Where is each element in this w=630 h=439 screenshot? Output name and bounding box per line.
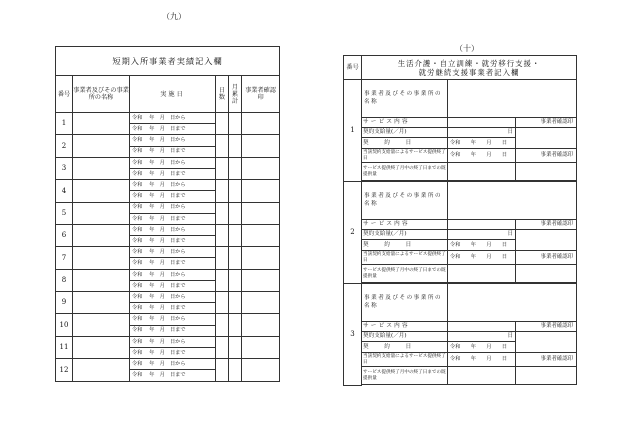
date-from-cell[interactable]: 令和 年 月 日から bbox=[130, 180, 216, 191]
date-from-cell[interactable]: 令和 年 月 日から bbox=[130, 247, 216, 258]
days-cell[interactable] bbox=[216, 135, 229, 157]
confirm-label: 事業者確認印 bbox=[516, 251, 577, 265]
provider-label: 事業者及びその事業所の名称 bbox=[362, 284, 448, 322]
cumulative-cell[interactable] bbox=[229, 269, 242, 291]
table-row bbox=[344, 118, 577, 128]
provider-cell[interactable] bbox=[73, 314, 130, 336]
date-from-cell[interactable]: 令和 年 月 日から bbox=[130, 202, 216, 213]
provider-label: 事業者及びその事業所の名称 bbox=[362, 182, 448, 220]
table-row bbox=[56, 269, 280, 280]
confirm-cell[interactable] bbox=[242, 336, 280, 358]
row-number: 5 bbox=[56, 202, 73, 224]
block-number: 1 bbox=[344, 80, 362, 182]
cumulative-cell[interactable] bbox=[229, 314, 242, 336]
contract-date-label: 契 約 日 bbox=[362, 138, 448, 149]
confirm-cell[interactable] bbox=[242, 224, 280, 246]
confirm-stamp-cell[interactable] bbox=[516, 367, 577, 385]
right-page-number: （十） bbox=[455, 44, 479, 53]
used-amount-value[interactable] bbox=[448, 265, 516, 283]
date-to-cell[interactable]: 令和 年 月 日まで bbox=[130, 325, 216, 336]
provider-label: 事業者及びその事業所の名称 bbox=[362, 80, 448, 118]
contract-date-label: 契 約 日 bbox=[362, 240, 448, 251]
short-stay-record-table bbox=[55, 46, 280, 382]
provider-value[interactable] bbox=[448, 182, 577, 220]
row-number: 7 bbox=[56, 247, 73, 269]
table-row bbox=[344, 284, 577, 322]
table-row-spacer bbox=[344, 385, 577, 386]
service-label: サービス内容 bbox=[362, 322, 448, 332]
header-cumulative: 月累計 bbox=[229, 76, 242, 113]
cumulative-cell[interactable] bbox=[229, 247, 242, 269]
header-days: 日数 bbox=[216, 76, 229, 113]
end-date-value[interactable]: 令和 年 月 日 bbox=[448, 149, 516, 163]
date-to-cell[interactable]: 令和 年 月 日まで bbox=[130, 347, 216, 358]
header-provider: 事業者及びその事業所の名称 bbox=[73, 76, 130, 113]
table-row bbox=[344, 353, 577, 367]
table-row bbox=[344, 182, 577, 220]
cumulative-cell[interactable] bbox=[229, 336, 242, 358]
confirm-cell[interactable] bbox=[242, 359, 280, 381]
days-cell[interactable] bbox=[216, 292, 229, 314]
confirm-cell[interactable] bbox=[242, 113, 280, 135]
row-number: 4 bbox=[56, 180, 73, 202]
header-confirm: 事業者確認印 bbox=[242, 76, 280, 113]
provider-value[interactable] bbox=[448, 284, 577, 322]
end-date-label: 当該契約支給量によるサービス提供終了日 bbox=[363, 150, 446, 161]
cumulative-cell[interactable] bbox=[229, 202, 242, 224]
service-value[interactable] bbox=[448, 220, 516, 230]
row-number: 12 bbox=[56, 359, 73, 381]
confirm-cell[interactable] bbox=[242, 202, 280, 224]
table-row bbox=[56, 292, 280, 303]
date-from-cell[interactable]: 令和 年 月 日から bbox=[130, 135, 216, 146]
confirm-stamp-cell[interactable] bbox=[516, 230, 577, 251]
date-to-cell[interactable]: 令和 年 月 日まで bbox=[130, 124, 216, 135]
date-to-cell[interactable]: 令和 年 月 日まで bbox=[130, 303, 216, 314]
used-amount-label: サービス提供終了月中の終了日までの既提供量 bbox=[362, 265, 448, 283]
date-to-cell[interactable]: 令和 年 月 日まで bbox=[130, 370, 216, 381]
confirm-stamp-cell[interactable] bbox=[516, 332, 577, 353]
service-value[interactable] bbox=[448, 322, 516, 332]
table-row bbox=[56, 135, 280, 146]
service-label: サービス内容 bbox=[362, 118, 448, 128]
confirm-cell[interactable] bbox=[242, 247, 280, 269]
right-title-line1: 生活介護・自立訓練・就労移行支援・ bbox=[397, 58, 541, 68]
confirm-stamp-cell[interactable] bbox=[516, 128, 577, 149]
cumulative-cell[interactable] bbox=[229, 224, 242, 246]
contract-amount-label: 契約支給量(／月) bbox=[362, 230, 448, 240]
cumulative-cell[interactable] bbox=[229, 180, 242, 202]
table-row bbox=[344, 149, 577, 163]
table-row bbox=[56, 359, 280, 370]
days-cell[interactable] bbox=[216, 180, 229, 202]
row-number: 2 bbox=[56, 135, 73, 157]
left-page-number: （九） bbox=[162, 12, 186, 21]
end-date-label: 当該契約支給量によるサービス提供終了日 bbox=[363, 354, 446, 365]
contract-date-value[interactable]: 令和 年 月 日 bbox=[448, 138, 516, 149]
contract-date-value[interactable]: 令和 年 月 日 bbox=[448, 240, 516, 251]
provider-cell[interactable] bbox=[73, 336, 130, 358]
cumulative-cell[interactable] bbox=[229, 135, 242, 157]
date-to-cell[interactable]: 令和 年 月 日まで bbox=[130, 168, 216, 179]
provider-cell[interactable] bbox=[73, 202, 130, 224]
provider-cell[interactable] bbox=[73, 224, 130, 246]
date-to-cell[interactable]: 令和 年 月 日まで bbox=[130, 258, 216, 269]
table-row bbox=[56, 157, 280, 168]
table-row bbox=[344, 265, 577, 283]
contract-amount-label: 契約支給量(／月) bbox=[362, 128, 448, 138]
header-period: 実施日 bbox=[130, 76, 216, 113]
provider-cell[interactable] bbox=[73, 359, 130, 381]
provider-cell[interactable] bbox=[73, 292, 130, 314]
date-to-cell[interactable]: 令和 年 月 日まで bbox=[130, 213, 216, 224]
service-provider-record-table bbox=[343, 55, 577, 386]
date-to-cell[interactable]: 令和 年 月 日まで bbox=[130, 236, 216, 247]
service-value[interactable] bbox=[448, 118, 516, 128]
cumulative-cell[interactable] bbox=[229, 359, 242, 381]
end-date-value[interactable]: 令和 年 月 日 bbox=[448, 251, 516, 265]
days-cell[interactable] bbox=[216, 202, 229, 224]
contract-date-label: 契 約 日 bbox=[362, 342, 448, 353]
row-number: 6 bbox=[56, 224, 73, 246]
confirm-cell[interactable] bbox=[242, 314, 280, 336]
row-number: 11 bbox=[56, 336, 73, 358]
provider-cell[interactable] bbox=[73, 180, 130, 202]
table-row bbox=[344, 322, 577, 332]
contract-amount-value[interactable]: 日 bbox=[448, 230, 516, 240]
table-row bbox=[56, 180, 280, 191]
contract-amount-value[interactable]: 日 bbox=[448, 332, 516, 342]
provider-cell[interactable] bbox=[73, 247, 130, 269]
right-header-number: 番号 bbox=[344, 56, 362, 80]
confirm-label: 事業者確認印 bbox=[516, 118, 577, 128]
provider-value[interactable] bbox=[448, 80, 577, 118]
row-number: 1 bbox=[56, 113, 73, 135]
table-row bbox=[56, 247, 280, 258]
end-date-value[interactable]: 令和 年 月 日 bbox=[448, 353, 516, 367]
table-row bbox=[344, 367, 577, 385]
table-row bbox=[344, 220, 577, 230]
days-cell[interactable] bbox=[216, 157, 229, 179]
confirm-stamp-cell[interactable] bbox=[516, 265, 577, 283]
cumulative-cell[interactable] bbox=[229, 157, 242, 179]
used-amount-label: サービス提供終了月中の終了日までの既提供量 bbox=[362, 163, 448, 181]
provider-cell[interactable] bbox=[73, 157, 130, 179]
right-title-line2: 就労継続支援事業者記入欄 bbox=[418, 67, 520, 77]
spacer-cell bbox=[362, 385, 577, 386]
used-amount-value[interactable] bbox=[448, 367, 516, 385]
days-cell[interactable] bbox=[216, 247, 229, 269]
header-number: 番号 bbox=[56, 76, 73, 113]
cumulative-cell[interactable] bbox=[229, 292, 242, 314]
confirm-cell[interactable] bbox=[242, 157, 280, 179]
contract-date-value[interactable]: 令和 年 月 日 bbox=[448, 342, 516, 353]
confirm-label: 事業者確認印 bbox=[516, 353, 577, 367]
date-from-cell[interactable]: 令和 年 月 日から bbox=[130, 157, 216, 168]
date-from-cell[interactable]: 令和 年 月 日から bbox=[130, 314, 216, 325]
date-from-cell[interactable]: 令和 年 月 日から bbox=[130, 113, 216, 124]
table-row bbox=[344, 230, 577, 240]
confirm-stamp-cell[interactable] bbox=[516, 163, 577, 181]
provider-cell[interactable] bbox=[73, 113, 130, 135]
table-row bbox=[344, 251, 577, 265]
date-from-cell[interactable]: 令和 年 月 日から bbox=[130, 269, 216, 280]
block-number: 2 bbox=[344, 182, 362, 284]
confirm-cell[interactable] bbox=[242, 180, 280, 202]
end-date-label: 当該契約支給量によるサービス提供終了日 bbox=[363, 252, 446, 263]
cumulative-cell[interactable] bbox=[229, 113, 242, 135]
row-number: 9 bbox=[56, 292, 73, 314]
contract-amount-label: 契約支給量(／月) bbox=[362, 332, 448, 342]
table-row bbox=[56, 314, 280, 325]
confirm-label: 事業者確認印 bbox=[516, 220, 577, 230]
date-to-cell[interactable]: 令和 年 月 日まで bbox=[130, 191, 216, 202]
used-amount-label: サービス提供終了月中の終了日までの既提供量 bbox=[362, 367, 448, 385]
table-row bbox=[56, 224, 280, 235]
row-number: 8 bbox=[56, 269, 73, 291]
confirm-label: 事業者確認印 bbox=[516, 149, 577, 163]
table-row bbox=[56, 113, 280, 124]
date-from-cell[interactable]: 令和 年 月 日から bbox=[130, 359, 216, 370]
confirm-cell[interactable] bbox=[242, 135, 280, 157]
contract-amount-value[interactable]: 日 bbox=[448, 128, 516, 138]
confirm-label: 事業者確認印 bbox=[516, 322, 577, 332]
date-from-cell[interactable]: 令和 年 月 日から bbox=[130, 336, 216, 347]
table-row bbox=[344, 128, 577, 138]
provider-cell[interactable] bbox=[73, 135, 130, 157]
table-row bbox=[56, 202, 280, 213]
used-amount-value[interactable] bbox=[448, 163, 516, 181]
row-number: 10 bbox=[56, 314, 73, 336]
row-number: 3 bbox=[56, 157, 73, 179]
days-cell[interactable] bbox=[216, 336, 229, 358]
table-row bbox=[344, 163, 577, 181]
table-row bbox=[344, 80, 577, 118]
days-cell[interactable] bbox=[216, 269, 229, 291]
days-cell[interactable] bbox=[216, 224, 229, 246]
table-row bbox=[344, 332, 577, 342]
date-to-cell[interactable]: 令和 年 月 日まで bbox=[130, 280, 216, 291]
service-label: サービス内容 bbox=[362, 220, 448, 230]
confirm-cell[interactable] bbox=[242, 269, 280, 291]
block-number: 3 bbox=[344, 284, 362, 386]
left-title: 短期入所事業者実績記入欄 bbox=[56, 47, 280, 76]
date-from-cell[interactable]: 令和 年 月 日から bbox=[130, 224, 216, 235]
days-cell[interactable] bbox=[216, 314, 229, 336]
provider-cell[interactable] bbox=[73, 269, 130, 291]
right-title bbox=[362, 56, 577, 80]
confirm-cell[interactable] bbox=[242, 292, 280, 314]
table-row bbox=[56, 336, 280, 347]
days-cell[interactable] bbox=[216, 113, 229, 135]
date-from-cell[interactable]: 令和 年 月 日から bbox=[130, 292, 216, 303]
days-cell[interactable] bbox=[216, 359, 229, 381]
date-to-cell[interactable]: 令和 年 月 日まで bbox=[130, 146, 216, 157]
